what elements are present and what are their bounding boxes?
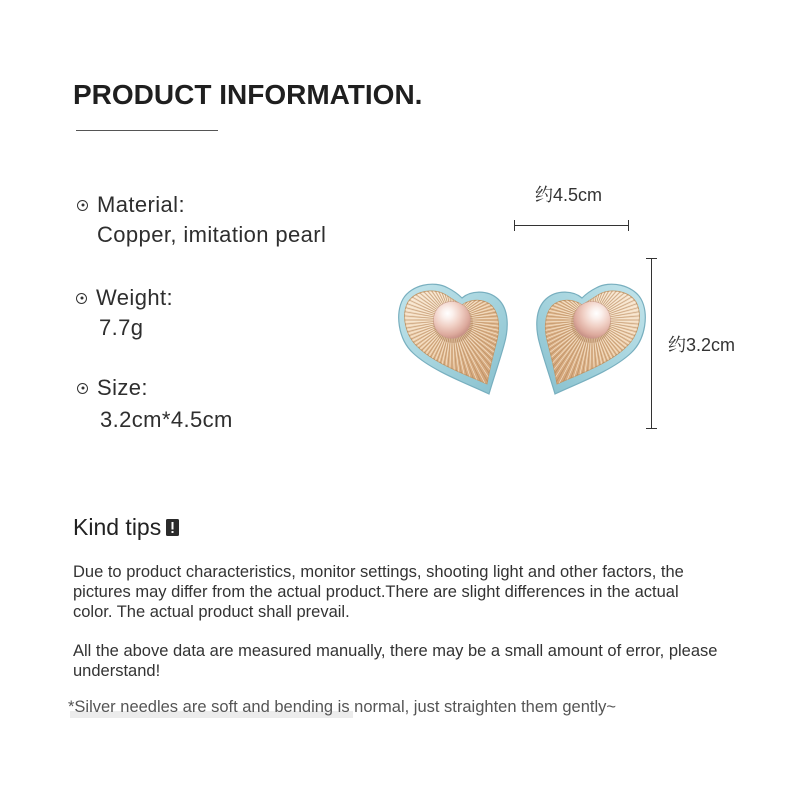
dimension-width-line — [514, 225, 629, 226]
spec-weight-label: Weight: — [96, 285, 173, 310]
tips-paragraph-1 — [73, 563, 684, 622]
dimension-height-tick-bottom — [646, 428, 657, 429]
spec-weight-value: 7.7g — [99, 315, 144, 340]
product-photo — [390, 270, 655, 405]
spec-size-label: Size: — [97, 375, 148, 400]
tips-paragraph-line: Due to product characteristics, monitor settings, shooting light and other factors, the — [73, 563, 684, 581]
circle-dot-icon — [77, 200, 88, 211]
circle-dot-icon — [76, 293, 87, 304]
dimension-height-line — [651, 258, 652, 429]
tips-paragraph-line: color. The actual product shall prevail. — [73, 602, 350, 621]
dimension-width-tick-right — [628, 220, 629, 231]
dimension-width-tick-left — [514, 220, 515, 231]
spec-material-label-row — [77, 192, 185, 218]
dimension-width-label: 约4.5cm — [535, 185, 603, 205]
tips-paragraph-line: All the above data are measured manually, there may be a small amount of error, please — [73, 642, 718, 660]
spec-size-value: 3.2cm*4.5cm — [100, 407, 233, 432]
spec-size-label-row — [77, 375, 148, 401]
tips-paragraph-line: understand! — [73, 661, 161, 680]
exclamation-box-icon — [166, 519, 179, 536]
spec-material-label: Material: — [97, 192, 185, 217]
dimension-height-tick-top — [646, 258, 657, 259]
kind-tips-heading — [73, 513, 179, 541]
spec-material-value: Copper, imitation pearl — [97, 222, 327, 247]
tips-paragraph-line: pictures may differ from the actual product.There are slight differences in the actual — [73, 582, 679, 601]
circle-dot-icon — [77, 383, 88, 394]
tips-paragraph-2 — [73, 642, 717, 682]
title-underline — [76, 130, 218, 131]
kind-tips-title: Kind tips — [73, 514, 162, 540]
dimension-height-label: 约3.2cm — [668, 335, 736, 355]
page-title: PRODUCT INFORMATION. — [73, 79, 423, 110]
needle-care-note: *Silver needles are soft and bending is normal, just straighten them gently~ — [68, 698, 617, 716]
spec-weight-label-row — [76, 285, 173, 311]
